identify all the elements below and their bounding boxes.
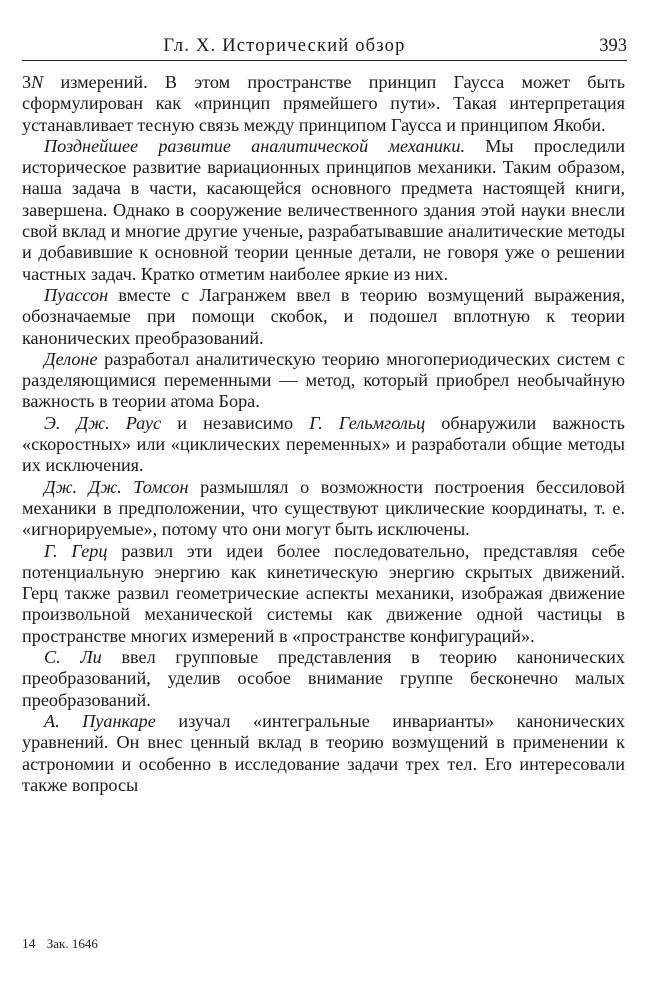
text-run: ввел групповые представления в теорию канонических преобразований, уделив особое внимание группе бесконечно малых преобразований.	[22, 647, 625, 710]
running-header	[22, 34, 627, 61]
text-run: вместе с Лагранжем ввел в теорию возмущений выражения, обозначаемые при помощи скобок, и подошел вплотную к теории канонических преобразований.	[22, 284, 625, 348]
italic-text: А. Пуанкаре	[44, 710, 156, 731]
italic-text: Позднейшее развитие аналитической механики.	[44, 135, 466, 156]
paragraph	[22, 413, 625, 477]
text-run: Мы проследили историческое развитие вариационных принципов механики. Таким образом, наша задача в части, касающейся основного предмета настоящей книги, завершена. Однако в сооружение величественного здания этой науки внесли свой вклад и многие другие ученые, разрабатывавшие аналитические методы и добавившие к основной теории ценные детали, не говоря уже о решении частных задач. Кратко отметим наиболее яркие из них.	[22, 135, 625, 284]
paragraph	[22, 541, 625, 647]
signature-mark: 14	[22, 936, 36, 951]
chapter-title: Гл. X. Исторический обзор	[163, 36, 406, 56]
italic-text: Делоне	[44, 348, 98, 369]
italic-text: N	[31, 72, 44, 92]
paragraph	[22, 647, 625, 711]
paragraph	[22, 711, 625, 796]
text-run: изучал «интегральные инварианты» канонических уравнений. Он внес ценный вклад в теорию возмущений в применении к астрономии и особенно в исследование задачи трех тел. Его интересовали также вопросы	[22, 710, 625, 795]
italic-text: Г. Гельмгольц	[309, 412, 426, 433]
text-run: обнаружили важность «скоростных» или «циклических переменных» и разработали общие методы их исключения.	[22, 412, 625, 476]
paragraph	[22, 285, 625, 349]
italic-text: Дж. Дж. Томсон	[44, 476, 189, 497]
text-run: развил эти идеи более последовательно, представляя себе потенциальную энергию как кинетическую энергию скрытых движений. Герц также развил геометрические аспекты механики, изображая движение произвольной механической системы как движение одной частицы в пространстве многих измерений в «пространстве конфигураций».	[22, 540, 625, 646]
paragraph	[22, 477, 625, 541]
text-run: и независимо	[161, 412, 310, 433]
order-number: Зак. 1646	[46, 936, 98, 951]
text-run: измерений. В этом пространстве принцип Гаусса может быть сформулирован как «принцип прямейшего пути». Такая интерпретация устанавливает тесную связь между принципом Гаусса и принципом Якоби.	[22, 72, 625, 135]
text-run: размышлял о возможности построения бессиловой механики в предположении, что существуют циклические координаты, т. е. «игнорируемые», потому что они могут быть исключены.	[22, 476, 625, 540]
printer-footer	[22, 936, 98, 952]
text-run: разработал аналитическую теорию многопериодических систем с разделяющимися переменными — метод, который приобрел необычайную важность в теории атома Бора.	[22, 348, 625, 412]
italic-text: Г. Герц	[44, 540, 108, 561]
italic-text: С. Ли	[44, 647, 102, 668]
paragraph	[22, 349, 625, 413]
body-text	[22, 72, 625, 796]
italic-text: Э. Дж. Раус	[44, 412, 162, 433]
text-run: 3	[22, 72, 32, 92]
paragraph	[22, 136, 625, 285]
page-number: 393	[599, 36, 627, 56]
paragraph	[22, 72, 625, 136]
italic-text: Пуассон	[44, 284, 109, 305]
